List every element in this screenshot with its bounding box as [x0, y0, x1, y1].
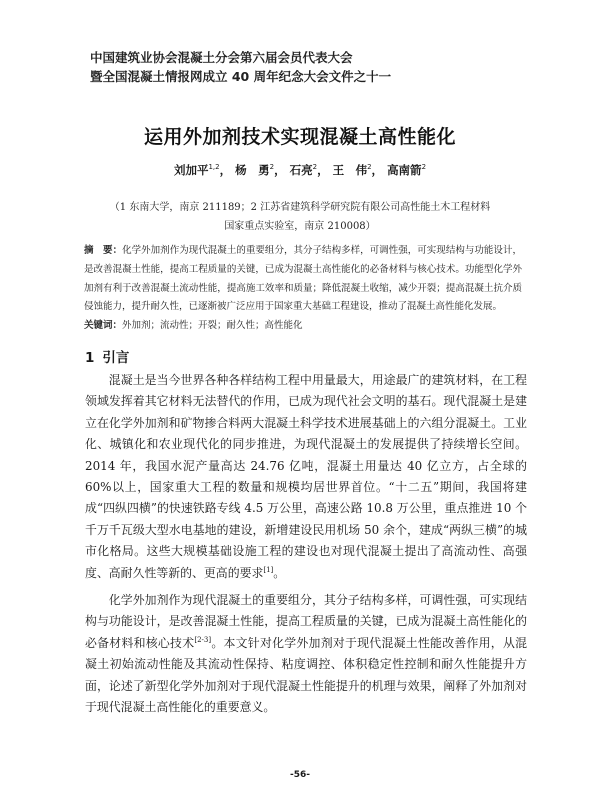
body-text [85, 370, 527, 725]
author-name: 杨 勇 [235, 163, 270, 177]
citation: [1] [263, 565, 274, 574]
abstract-label: 摘 要： [84, 245, 123, 256]
author-name: 王 伟 [332, 163, 368, 177]
abstract [84, 242, 522, 317]
author-affiliation-mark: 2 [367, 163, 372, 172]
abstract-text: 化学外加剂作为现代混凝土的重要组分，其分子结构多样，可调性强，可实现结构与功能设计，是改善混凝土性能，提高工程质量的关键，已成为混凝土高性能化的必备材料与核心技术。功能型化学外加剂有利于改善混凝土流动性能，提高施工效率和质量；降低混凝土收缩，减少开裂；提高混凝土抗介质侵蚀能力，提升耐久性，已逐渐被广泛应用于国家重大基础工程建设，推动了混凝土高性能化发展。 [84, 245, 522, 313]
series-line-1: 中国建筑业协会混凝土分会第六届会员代表大会 [90, 50, 353, 65]
paragraph-text: 混凝土是当今世界各种各样结构工程中用量最大，用途最广的建筑材料，在工程领域发挥着其它材料无法替代的作用，已成为现代社会文明的基石。现代混凝土是建立在化学外加剂和矿物掺合料两大混凝土科学技术进展基础上的六组分混凝土。工业化、城镇化和农业现代化的同步推进，为现代混凝土的发展提供了持续增长空间。2014 年，我国水泥产量高达 24.76 亿吨，混凝土用量达 40 亿立方，占全球的 60%以上，国家重大工程的数量和规模均居世界首位。“十二五”期间，我国将建成“四纵四横”的快速铁路专线 4.5 万公里，高速公路 10.8 万公里，重点推进 10 个千万千瓦级大型水电基地的建设，新增建设民用机场 50 余个，建成“两纵三横”的城市化格局。这些大规模基础设施工程的建设也对现代混凝土提出了高流动性、高强度、高耐久性等新的、更高的要求 [85, 373, 527, 580]
citation: [2-3] [194, 635, 212, 644]
keywords [84, 317, 522, 336]
author-name: 高南箭 [387, 163, 422, 177]
conference-series-header [90, 48, 530, 86]
section-number: 1 [85, 350, 95, 366]
series-line-2: 暨全国混凝土情报网成立 40 周年纪念大会文件之十一 [90, 69, 392, 84]
author-name: 刘加平 [173, 163, 209, 177]
author-affiliation-mark: 1,2 [208, 163, 220, 172]
section-title: 引言 [102, 350, 130, 366]
abstract-block [84, 242, 522, 336]
paper-title: 运用外加剂技术实现混凝土高性能化 [143, 126, 456, 148]
author-affiliation-mark: 2 [269, 163, 275, 172]
keywords-label: 关键词： [84, 320, 123, 332]
paragraph [85, 370, 527, 584]
author-affiliation-mark: 2 [312, 163, 318, 172]
paragraph-text: 化学外加剂作为现代混凝土的重要组分，其分子结构多样，可调性强，可实现结构与功能设计，是改善混凝土性能，提高工程质量的关键，已成为混凝土高性能化的必备材料和核心技术 [85, 593, 527, 650]
paragraph-tail: 。本文针对化学外加剂对于现代混凝土性能改善作用，从混凝土初始流动性能及其流动性保持、粘度调控、体积稳定性控制和耐久性能提升方面，论述了新型化学外加剂对于现代混凝土性能提升的机理与效果，阐释了外加剂对于现代混凝土高性能化的重要意义。 [85, 635, 527, 715]
page-number: -56- [290, 770, 310, 780]
affiliation [60, 198, 540, 236]
section-heading [85, 346, 129, 366]
paragraph-tail: 。 [273, 565, 286, 580]
affiliation-line-1: （1 东南大学，南京 211189；2 江苏省建筑科学研究院有限公司高性能土木工程材料 [109, 202, 491, 213]
affiliation-line-2: 国家重点实验室，南京 210008） [224, 221, 376, 232]
keywords-text: 外加剂；流动性；开裂；耐久性；高性能化 [122, 320, 303, 332]
author-list: 刘加平$^{1,2}$， 杨 勇$^2$， 石亮$^2$， 王 伟$^2$， 高南箭$^2$ [173, 163, 427, 177]
author-name: 石亮 [289, 163, 313, 177]
paragraph [85, 590, 527, 718]
author-affiliation-mark: 2 [421, 163, 427, 172]
